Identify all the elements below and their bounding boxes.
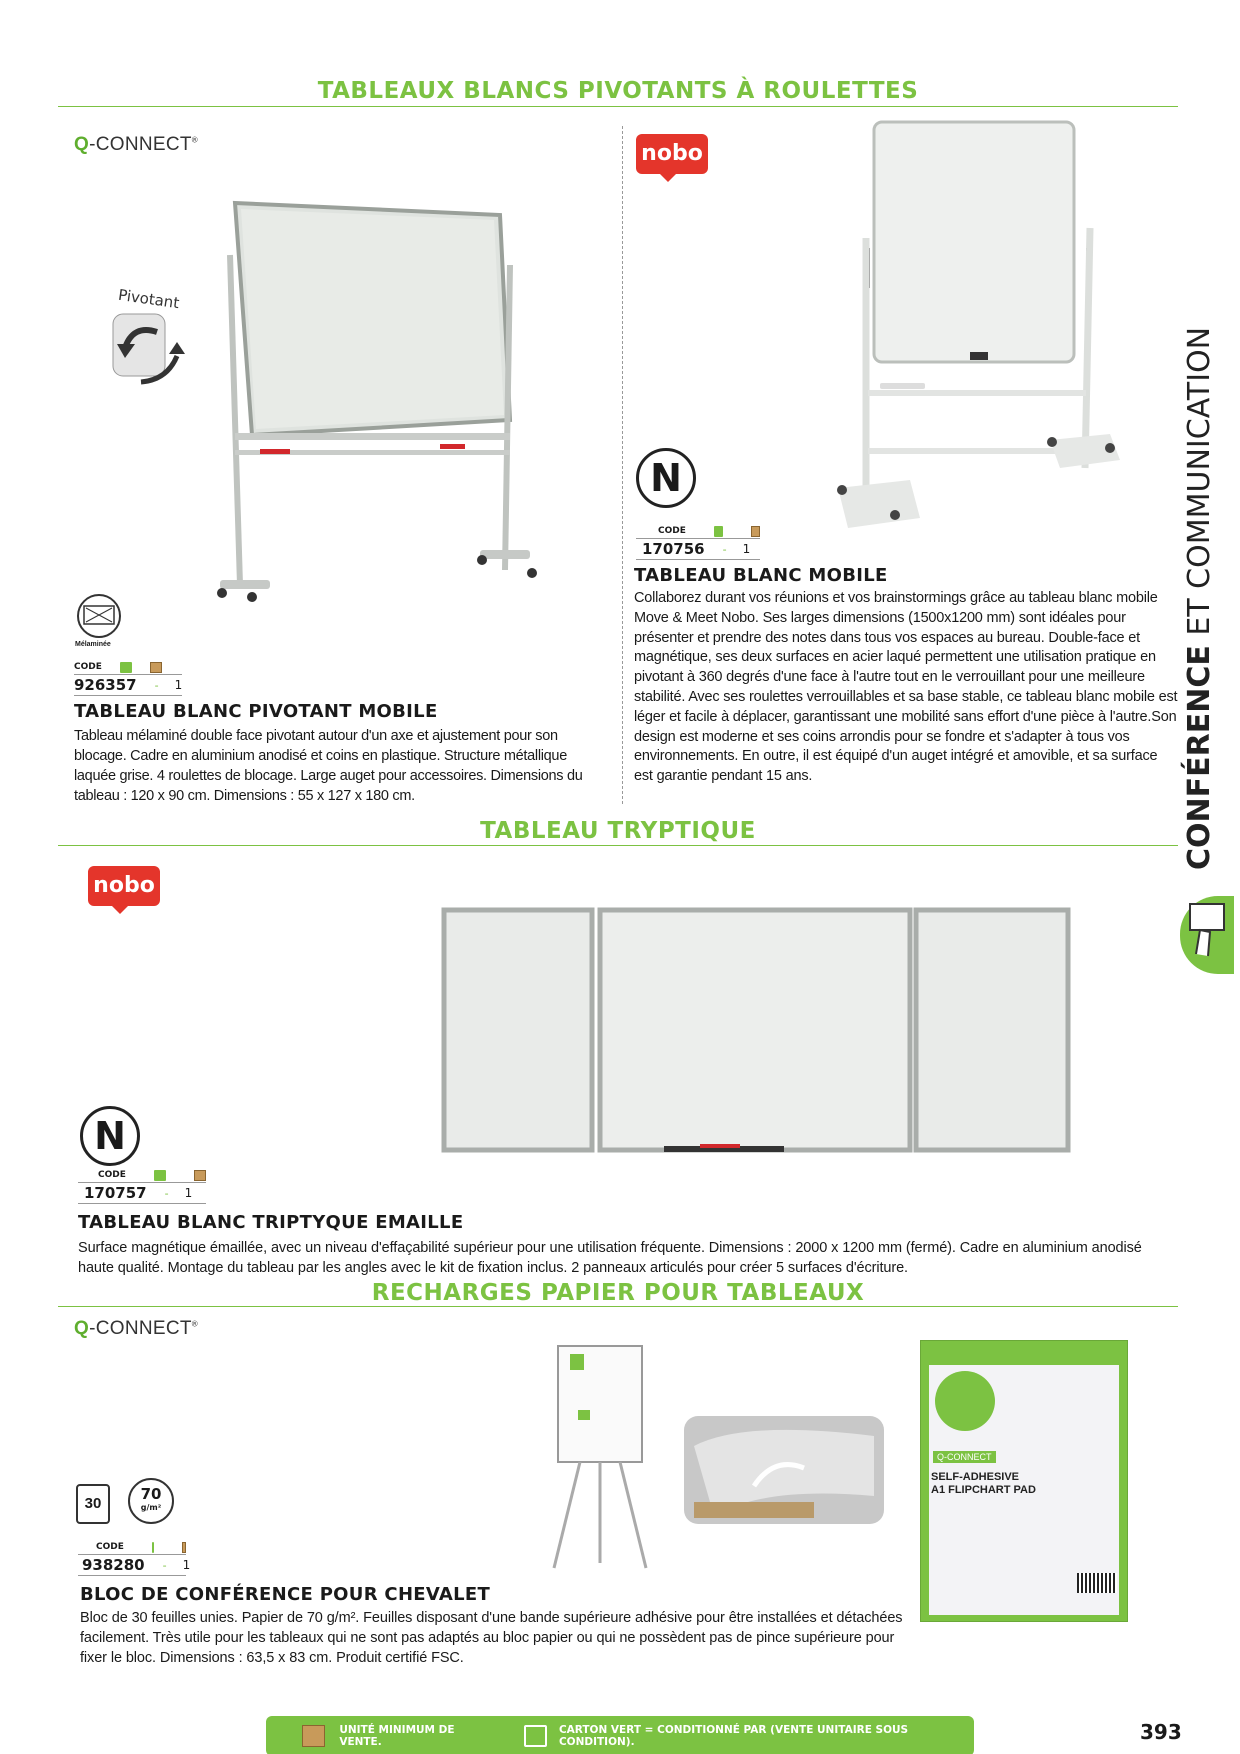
pivot-whiteboard-image — [100, 195, 560, 605]
carton-box-icon — [751, 526, 760, 537]
product-title-mobile: TABLEAU BLANC MOBILE — [634, 565, 888, 586]
paper-pad-image — [684, 1416, 884, 1524]
new-product-badge: N — [80, 1106, 140, 1166]
footer-legend — [266, 1716, 974, 1754]
code-label: CODE — [96, 1542, 124, 1552]
product-qty: 1 — [184, 1186, 193, 1200]
qconnect-logo: Q-CONNECT® — [74, 134, 198, 155]
carton-box-icon — [182, 1542, 186, 1553]
product-title-pivot: TABLEAU BLANC PIVOTANT MOBILE — [74, 701, 438, 722]
qconnect-logo: Q-CONNECT® — [74, 1318, 198, 1339]
package-line2: A1 FLIPCHART PAD — [931, 1484, 1036, 1496]
package-line1: SELF-ADHESIVE — [931, 1471, 1020, 1483]
product-code: 926357 — [74, 676, 137, 694]
green-carton-icon — [152, 1542, 154, 1553]
product-title-triptych: TABLEAU BLANC TRIPTYQUE EMAILLE — [78, 1212, 464, 1233]
section-title-triptych: TABLEAU TRYPTIQUE — [480, 818, 756, 844]
mobile-whiteboard-image — [820, 118, 1140, 538]
melamine-board-icon — [72, 594, 128, 642]
product-qty: 1 — [182, 1558, 191, 1572]
carton-box-icon — [150, 662, 162, 673]
green-carton-icon — [714, 526, 723, 537]
section-rule — [58, 1306, 1178, 1307]
code-label: CODE — [658, 526, 686, 536]
code-label: CODE — [74, 662, 102, 672]
section-rule — [58, 106, 1178, 107]
barcode — [1077, 1573, 1117, 1593]
product-desc-mobile: Collaborez durant vos réunions et vos brainstormings grâce au tableau blanc mobile Move & Meet Nobo. Ses larges dimensions (1500x1200 mm) sont idéales pour présenter et prendre des notes dans tous vos espaces au bureau. Double-face et magnétique, ses deux surfaces en acier laqué permettent une utilisation pratique en pivotant à 360 degrés d'une face à l'autre tout en le verrouillant pour une meilleure stabilité. Avec ses roulettes verrouillables et sa base stable, ce tableau blanc mobile est léger et facile à déplacer, garantissant une mobilité sans effort d'une pièce à l'autre.Son design est moderne et ses coins arrondis pour se fondre et s'adapter à tous vos environnements. En outre, il est équipé d'un auget intégré et amovible, et sa surface est garantie pendant 15 ans. — [634, 590, 1178, 785]
section-title-pivot: TABLEAUX BLANCS PIVOTANTS À ROULETTES — [317, 78, 919, 104]
sheets-count-icon: 30 — [76, 1484, 110, 1524]
melamine-label: Mélaminée — [75, 641, 111, 648]
product-code: 938280 — [82, 1556, 145, 1574]
code-block-mobile: CODE 170756 - 1 — [636, 524, 760, 560]
product-code: 170757 — [84, 1184, 147, 1202]
grammage-icon: 70 g/m² — [128, 1478, 174, 1524]
product-qty: 1 — [742, 542, 751, 556]
product-title-pad: BLOC DE CONFÉRENCE POUR CHEVALET — [80, 1584, 491, 1605]
pivotant-label: Pivotant — [117, 285, 181, 313]
nobo-logo: nobo — [636, 134, 708, 174]
product-desc-triptych: Surface magnétique émaillée, avec un niveau d'effaçabilité supérieur pour une utilisation fréquente. Dimensions : 2000 x 1200 mm (fermé). Cadre en aluminium anodisé haute qualité. Montage du tableau par les angles avec le kit de fixation inclus. 2 panneaux articulés pour créer 5 surfaces d'écriture. — [78, 1240, 1142, 1276]
column-divider — [622, 126, 623, 804]
carton-box-icon — [194, 1170, 206, 1181]
presentation-hand-icon — [1182, 896, 1232, 966]
section-rule — [58, 845, 1178, 846]
product-desc-pivot: Tableau mélaminé double face pivotant autour d'un axe et ajustement pour son blocage. Cadre en aluminium anodisé et coins en plastique. Structure métallique laquée grise. 4 roulettes de blocage. Large auget pour accessoires. Dimensions du tableau : 120 x 90 cm. Dimensions : 55 x 127 x 180 cm. — [74, 728, 583, 804]
triptych-whiteboard-image — [440, 904, 1080, 1154]
code-block-pad: CODE 938280 - 1 — [78, 1540, 186, 1576]
new-product-badge: N — [636, 448, 696, 508]
green-carton-icon — [120, 662, 132, 673]
green-carton-icon — [524, 1725, 547, 1747]
code-block-triptych: CODE 170757 - 1 — [78, 1168, 206, 1204]
page-number: 393 — [1140, 1720, 1182, 1744]
product-desc-pad: Bloc de 30 feuilles unies. Papier de 70 g/m². Feuilles disposant d'une bande supérieure adhésive pour être installées et détachées facilement. Très utile pour les tableaux qui ne sont pas adaptés au bloc papier ou qui ne possèdent pas de pince supérieure pour fixer le bloc. Dimensions : 63,5 x 83 cm. Produit certifié FSC. — [80, 1610, 903, 1666]
nobo-logo: nobo — [88, 866, 160, 906]
pivot-rotation-icon — [105, 310, 190, 395]
package-brand: Q-CONNECT — [933, 1451, 996, 1463]
code-block-pivot: CODE 926357 - 1 — [74, 662, 183, 694]
pad-package-image — [920, 1340, 1128, 1622]
side-category-label: CONFÉRENCE ET COMMUNICATION — [1182, 326, 1217, 870]
easel-image — [540, 1338, 660, 1578]
code-label: CODE — [98, 1170, 126, 1180]
section-title-refill: RECHARGES PAPIER POUR TABLEAUX — [371, 1280, 865, 1306]
product-qty: 1 — [174, 678, 183, 692]
product-code: 170756 — [642, 540, 705, 558]
unit-box-icon — [302, 1725, 325, 1747]
footer-carton-label: CARTON VERT = CONDITIONNÉ PAR (VENTE UNITAIRE SOUS CONDITION). — [558, 1724, 909, 1748]
green-carton-icon — [154, 1170, 166, 1181]
footer-unit-label: UNITÉ MINIMUM DE VENTE. — [339, 1724, 455, 1748]
